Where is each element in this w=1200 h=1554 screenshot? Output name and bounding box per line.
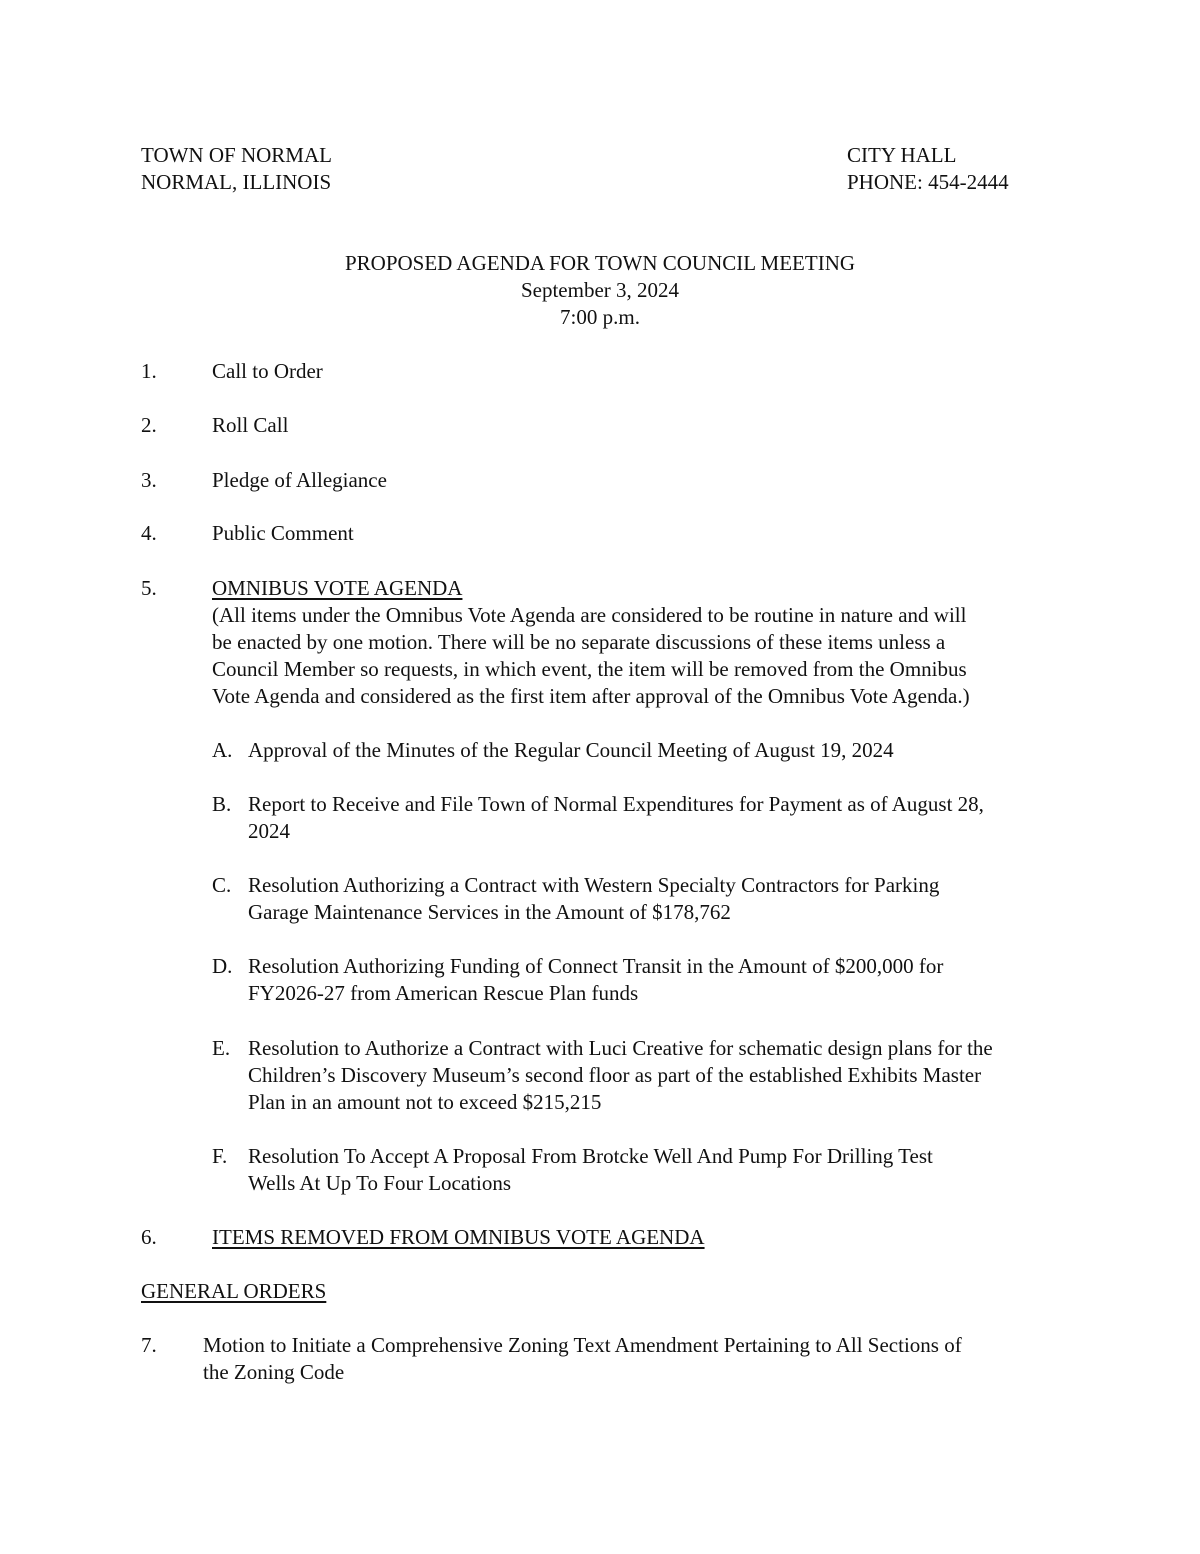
subitem-line: Approval of the Minutes of the Regular Council Meeting of August 19, 2024: [248, 738, 894, 762]
header-right: [847, 142, 1009, 196]
omnibus-note-line: Council Member so requests, in which event, the item will be removed from the Omnibus: [212, 657, 967, 681]
subitem-letter: B.: [212, 792, 232, 816]
subitem-line: Resolution Authorizing a Contract with Western Specialty Contractors for Parking: [248, 873, 940, 897]
item-text: Roll Call: [212, 413, 289, 437]
header-city-hall: CITY HALL: [847, 143, 957, 167]
item-line: Motion to Initiate a Comprehensive Zoning Text Amendment Pertaining to All Sections of: [203, 1333, 962, 1357]
subitem-letter: E.: [212, 1036, 231, 1060]
item-number: 3.: [141, 468, 157, 492]
omnibus-note-line: Vote Agenda and considered as the first item after approval of the Omnibus Vote Agenda.): [212, 684, 970, 708]
subitem-line: Children’s Discovery Museum’s second floor as part of the established Exhibits Master: [248, 1063, 982, 1087]
subitem-letter: F.: [212, 1144, 228, 1168]
item-text: Public Comment: [212, 521, 354, 545]
item-text: Call to Order: [212, 359, 323, 383]
header-town: TOWN OF NORMAL: [141, 143, 332, 167]
subitem-line: Resolution Authorizing Funding of Connect Transit in the Amount of $200,000 for: [248, 954, 944, 978]
meeting-time: 7:00 p.m.: [560, 305, 640, 329]
title-line: PROPOSED AGENDA FOR TOWN COUNCIL MEETING: [344, 251, 856, 275]
meeting-date: September 3, 2024: [520, 278, 680, 302]
subitem-letter: A.: [212, 738, 233, 762]
subitem-line: Resolution To Accept A Proposal From Brotcke Well And Pump For Drilling Test: [248, 1144, 933, 1168]
subitem-line: Wells At Up To Four Locations: [248, 1171, 512, 1195]
subitem-letter: D.: [212, 954, 233, 978]
omnibus-note-line: (All items under the Omnibus Vote Agenda are considered to be routine in nature and will: [212, 603, 967, 627]
item-number: 2.: [141, 413, 157, 437]
item-number: 7.: [141, 1333, 157, 1357]
subitem-line: Garage Maintenance Services in the Amount of $178,762: [248, 900, 731, 924]
header-left: [141, 142, 332, 196]
subitem-line: Report to Receive and File Town of Normal Expenditures for Payment as of August 28,: [248, 792, 984, 816]
item-number: 6.: [141, 1225, 157, 1249]
omnibus-note-line: be enacted by one motion. There will be no separate discussions of these items unless a: [212, 630, 946, 654]
subitem-line: Resolution to Authorize a Contract with Luci Creative for schematic design plans for the: [248, 1036, 993, 1060]
item-text: Pledge of Allegiance: [212, 468, 387, 492]
omnibus-note: [212, 602, 1082, 710]
subitem-letter: C.: [212, 873, 232, 897]
item-number: 1.: [141, 359, 157, 383]
subitem-line: FY2026-27 from American Rescue Plan funds: [248, 981, 639, 1005]
omnibus-heading: OMNIBUS VOTE AGENDA: [212, 576, 463, 600]
header-phone: PHONE: 454-2444: [847, 170, 1009, 194]
item-number: 4.: [141, 521, 157, 545]
agenda-title: [0, 250, 1200, 331]
item-number: 5.: [141, 576, 157, 600]
header-state: NORMAL, ILLINOIS: [141, 170, 332, 194]
item-line: the Zoning Code: [203, 1360, 345, 1384]
general-orders-heading: GENERAL ORDERS: [141, 1279, 327, 1303]
subitem-line: 2024: [248, 819, 290, 843]
items-removed-heading: ITEMS REMOVED FROM OMNIBUS VOTE AGENDA: [212, 1225, 705, 1249]
subitem-line: Plan in an amount not to exceed $215,215: [248, 1090, 602, 1114]
